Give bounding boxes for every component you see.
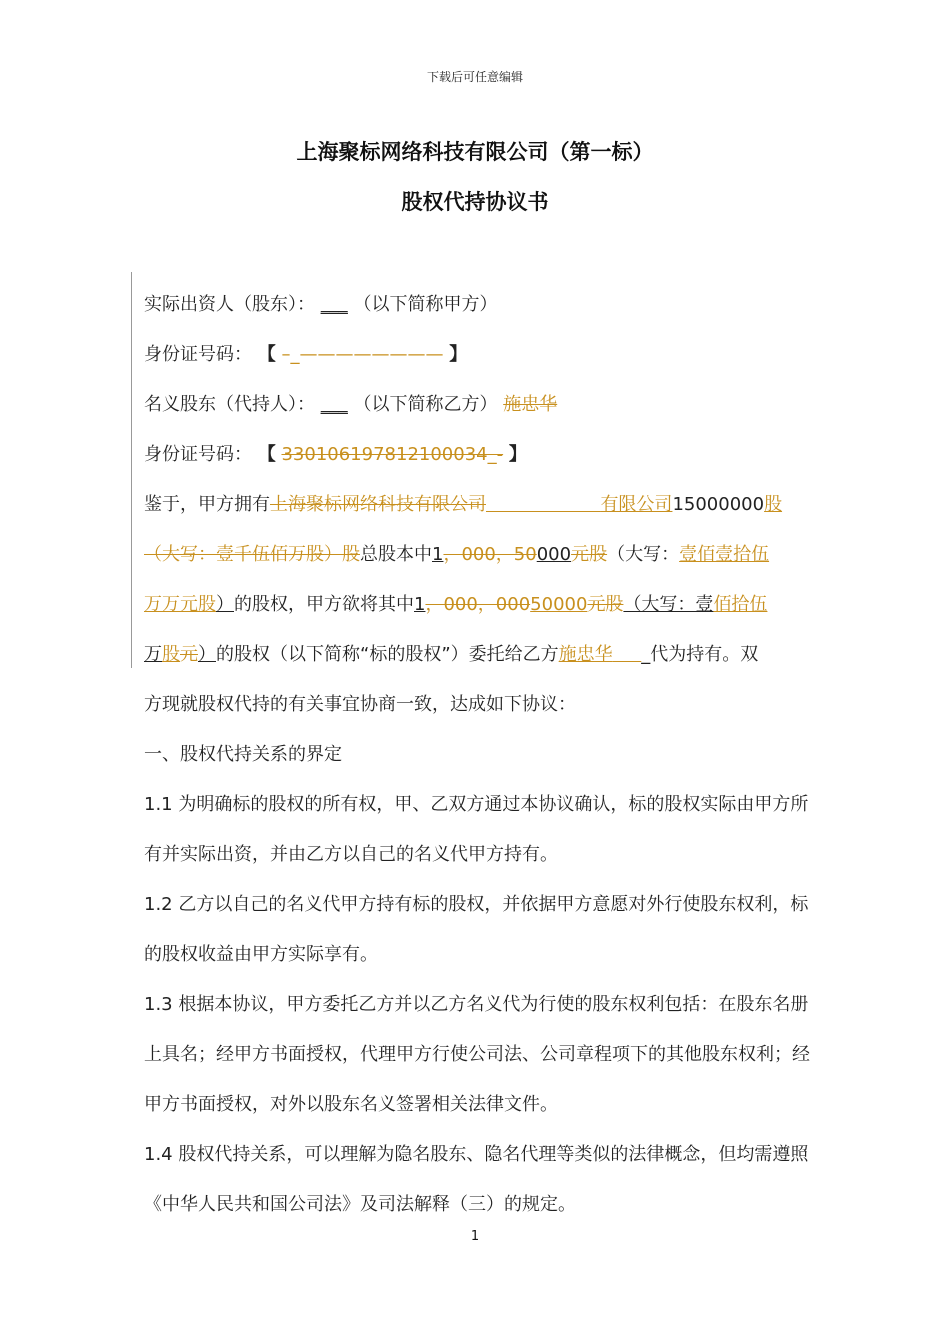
whereas-text: 的股权，甲方欲将其中 <box>234 594 414 615</box>
party-a-id-open-bracket: 【 <box>257 344 276 365</box>
party-a-id-line <box>144 330 812 380</box>
document-subtitle: 股权代持协议书 <box>401 190 549 214</box>
inserted-name: 施忠华 <box>558 644 613 665</box>
party-a-suffix: （以下简称甲方） <box>353 294 498 315</box>
underlined-text: 000 <box>536 544 572 565</box>
party-b-line <box>144 380 812 430</box>
whereas-line-4 <box>144 630 812 680</box>
whereas-text: 的股权（以下简称“标的股权”）委托给乙方 <box>216 644 559 665</box>
deleted-text: 元股 <box>571 544 608 565</box>
share-amount: 15000000 <box>672 494 765 515</box>
party-a-line <box>144 280 812 330</box>
header-note: 下载后可任意编辑 <box>426 70 523 84</box>
whereas-text: 鉴于，甲方拥有 <box>144 494 270 515</box>
party-b-blank: ___ <box>320 394 348 415</box>
deleted-company-name: 上海聚标网络科技有限公司 <box>270 494 486 515</box>
section-heading: 一、股权代持关系的界定 <box>144 744 342 765</box>
party-b-deleted-name: 施忠华 <box>503 394 558 415</box>
deleted-text: 元 <box>180 644 198 665</box>
deleted-text: ，000，50 <box>443 544 537 565</box>
whereas-text: 方现就股权代持的有关事宜协商一致，达成如下协议： <box>144 694 576 715</box>
party-b-suffix: （以下简称乙方） <box>353 394 498 415</box>
deleted-text: （大写：壹千伍佰万股）股 <box>144 544 360 565</box>
party-b-id-deleted-number: 330106197812100034_- <box>281 444 504 465</box>
underlined-text: 万 <box>144 644 162 665</box>
underlined-text: 1 <box>414 594 426 615</box>
inserted-unit: 股 <box>764 494 783 515</box>
inserted-text: 万万元股 <box>144 594 216 615</box>
party-b-id-open-bracket: 【 <box>257 444 276 465</box>
document-title: 上海聚标网络科技有限公司（第一标） <box>296 140 654 164</box>
revision-change-bar <box>131 272 132 668</box>
whereas-line-5 <box>144 680 812 730</box>
underlined-text: 1 <box>432 544 444 565</box>
inserted-text: 壹佰壹拾伍 <box>679 544 770 565</box>
party-a-id-content: –_———————— <box>281 344 444 365</box>
clause-1-4: 1.4 股权代持关系，可以理解为隐名股东、隐名代理等类似的法律概念，但均需遵照《中华人民共和国公司法》及司法解释（三）的规定。 <box>144 1144 809 1215</box>
whereas-text: 总股本中 <box>360 544 432 565</box>
party-a-id-close-bracket: 】 <box>449 344 468 365</box>
inserted-text: 股 <box>162 644 180 665</box>
underlined-text: ） <box>216 594 234 615</box>
deleted-text: ，000，000 <box>425 594 531 615</box>
party-a-label: 实际出资人（股东）： <box>144 294 315 315</box>
party-b-id-line <box>144 430 812 480</box>
inserted-text: 50000 <box>530 594 588 615</box>
inserted-spacing <box>486 494 600 515</box>
whereas-text: _代为持有。双 <box>641 644 759 665</box>
deleted-text: 元股 <box>587 594 624 615</box>
clause-1-2: 1.2 乙方以自己的名义代甲方持有标的股权，并依据甲方意愿对外行使股东权利，标的股权收益由甲方实际享有。 <box>144 894 809 965</box>
underlined-text: ） <box>198 644 216 665</box>
document-body <box>144 280 812 1230</box>
party-b-id-label: 身份证号码： <box>144 444 252 465</box>
party-b-id-close-bracket: 】 <box>508 444 527 465</box>
whereas-line-2 <box>144 530 812 580</box>
whereas-line-3 <box>144 580 812 630</box>
party-a-id-label: 身份证号码： <box>144 344 252 365</box>
clause-1-3: 1.3 根据本协议，甲方委托乙方并以乙方名义代为行使的股东权利包括：在股东名册上具名；经甲方书面授权，代理甲方行使公司法、公司章程项下的其他股东权利；经甲方书面授权，对外以股东名义签署相关法律文件。 <box>144 994 810 1115</box>
inserted-text: 佰拾伍 <box>713 594 768 615</box>
inserted-spacing <box>613 644 642 665</box>
party-a-blank: ___ <box>320 294 348 315</box>
whereas-line-1 <box>144 480 812 530</box>
party-b-label: 名义股东（代持人）： <box>144 394 315 415</box>
whereas-text: （大写： <box>607 544 680 565</box>
page-number: 1 <box>470 1229 480 1244</box>
clause-1-1: 1.1 为明确标的股权的所有权，甲、乙双方通过本协议确认，标的股权实际由甲方所有并实际出资，并由乙方以自己的名义代甲方持有。 <box>144 794 809 865</box>
underlined-text: （大写：壹 <box>623 594 714 615</box>
inserted-company-suffix: 有限公司 <box>600 494 673 515</box>
